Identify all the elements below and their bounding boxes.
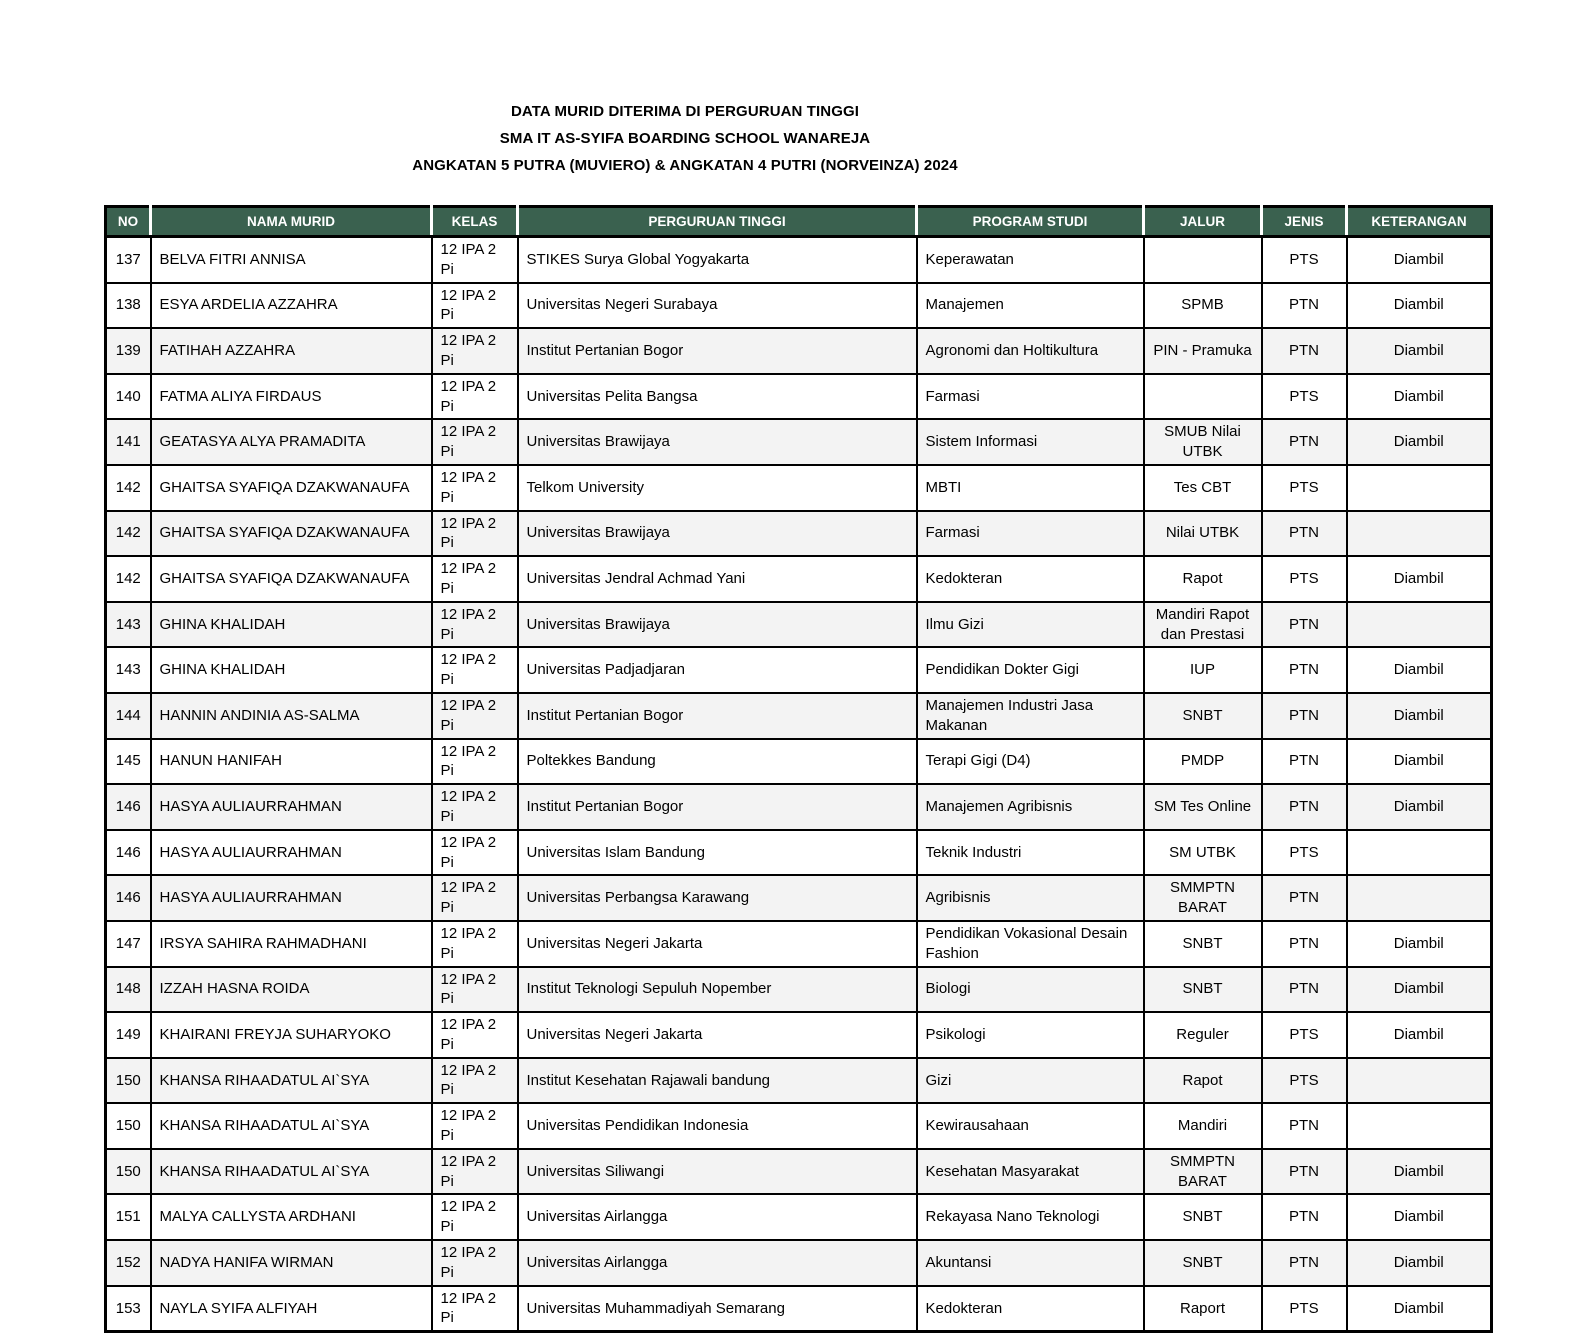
column-header-nama_murid: NAMA MURID: [151, 207, 432, 237]
table-row: [106, 647, 1492, 693]
cell-keterangan: Diambil: [1347, 1240, 1492, 1286]
cell-jenis: PTN: [1262, 328, 1347, 374]
table-row: [106, 465, 1492, 511]
cell-perguruan_tinggi: Universitas Brawijaya: [518, 511, 917, 557]
cell-keterangan: Diambil: [1347, 1012, 1492, 1058]
cell-nama_murid: HANNIN ANDINIA AS-SALMA: [151, 693, 432, 739]
table-row: [106, 830, 1492, 876]
cell-jalur: Raport: [1144, 1286, 1262, 1332]
cell-kelas: 12 IPA 2 Pi: [432, 784, 518, 830]
cell-jalur: Rapot: [1144, 556, 1262, 602]
column-header-keterangan: KETERANGAN: [1347, 207, 1492, 237]
cell-keterangan: Diambil: [1347, 784, 1492, 830]
table-row: [106, 739, 1492, 785]
cell-jenis: PTS: [1262, 556, 1347, 602]
cell-kelas: 12 IPA 2 Pi: [432, 556, 518, 602]
column-header-no: NO: [106, 207, 151, 237]
cell-perguruan_tinggi: STIKES Surya Global Yogyakarta: [518, 237, 917, 283]
cell-kelas: 12 IPA 2 Pi: [432, 647, 518, 693]
cell-program_studi: Manajemen Industri Jasa Makanan: [917, 693, 1144, 739]
cell-nama_murid: GHINA KHALIDAH: [151, 602, 432, 648]
cell-no: 149: [106, 1012, 151, 1058]
document-title-line-1: DATA MURID DITERIMA DI PERGURUAN TINGGI: [510, 103, 860, 120]
table-row: [106, 419, 1492, 465]
cell-nama_murid: KHANSA RIHAADATUL AI`SYA: [151, 1149, 432, 1195]
cell-jalur: IUP: [1144, 647, 1262, 693]
cell-perguruan_tinggi: Universitas Negeri Jakarta: [518, 921, 917, 967]
table-header-row: [106, 207, 1492, 237]
cell-program_studi: Biologi: [917, 967, 1144, 1013]
document-title-line-2: SMA IT AS-SYIFA BOARDING SCHOOL WANAREJA: [499, 130, 871, 147]
cell-program_studi: Gizi: [917, 1058, 1144, 1104]
cell-no: 151: [106, 1194, 151, 1240]
cell-program_studi: Akuntansi: [917, 1240, 1144, 1286]
cell-kelas: 12 IPA 2 Pi: [432, 739, 518, 785]
cell-jalur: Rapot: [1144, 1058, 1262, 1104]
cell-jalur: PMDP: [1144, 739, 1262, 785]
cell-perguruan_tinggi: Institut Pertanian Bogor: [518, 328, 917, 374]
cell-kelas: 12 IPA 2 Pi: [432, 419, 518, 465]
cell-nama_murid: BELVA FITRI ANNISA: [151, 237, 432, 283]
admissions-table-container: [104, 205, 1490, 1333]
cell-nama_murid: GHINA KHALIDAH: [151, 647, 432, 693]
cell-jenis: PTN: [1262, 602, 1347, 648]
cell-kelas: 12 IPA 2 Pi: [432, 328, 518, 374]
cell-jenis: PTS: [1262, 830, 1347, 876]
cell-perguruan_tinggi: Universitas Perbangsa Karawang: [518, 875, 917, 921]
column-header-jalur: JALUR: [1144, 207, 1262, 237]
cell-perguruan_tinggi: Universitas Pendidikan Indonesia: [518, 1103, 917, 1149]
cell-nama_murid: NAYLA SYIFA ALFIYAH: [151, 1286, 432, 1332]
cell-jenis: PTN: [1262, 647, 1347, 693]
table-row: [106, 784, 1492, 830]
document-title-block: [0, 104, 1370, 185]
cell-jenis: PTN: [1262, 1149, 1347, 1195]
table-row: [106, 511, 1492, 557]
cell-keterangan: Diambil: [1347, 1149, 1492, 1195]
cell-kelas: 12 IPA 2 Pi: [432, 967, 518, 1013]
cell-jalur: SMMPTN BARAT: [1144, 875, 1262, 921]
cell-keterangan: [1347, 511, 1492, 557]
table-body: [106, 237, 1492, 1332]
cell-jenis: PTN: [1262, 419, 1347, 465]
cell-program_studi: MBTI: [917, 465, 1144, 511]
cell-perguruan_tinggi: Institut Pertanian Bogor: [518, 784, 917, 830]
cell-no: 148: [106, 967, 151, 1013]
cell-perguruan_tinggi: Institut Kesehatan Rajawali bandung: [518, 1058, 917, 1104]
cell-keterangan: Diambil: [1347, 283, 1492, 329]
table-row: [106, 693, 1492, 739]
cell-no: 146: [106, 830, 151, 876]
cell-jenis: PTN: [1262, 967, 1347, 1013]
cell-program_studi: Manajemen Agribisnis: [917, 784, 1144, 830]
cell-program_studi: Kewirausahaan: [917, 1103, 1144, 1149]
cell-jalur: SNBT: [1144, 693, 1262, 739]
cell-no: 143: [106, 602, 151, 648]
cell-keterangan: Diambil: [1347, 556, 1492, 602]
cell-no: 150: [106, 1149, 151, 1195]
cell-keterangan: Diambil: [1347, 1286, 1492, 1332]
cell-nama_murid: HASYA AULIAURRAHMAN: [151, 830, 432, 876]
cell-jalur: Mandiri: [1144, 1103, 1262, 1149]
cell-keterangan: [1347, 465, 1492, 511]
cell-no: 147: [106, 921, 151, 967]
cell-jenis: PTN: [1262, 1103, 1347, 1149]
cell-nama_murid: HASYA AULIAURRAHMAN: [151, 784, 432, 830]
cell-no: 153: [106, 1286, 151, 1332]
cell-jalur: Nilai UTBK: [1144, 511, 1262, 557]
cell-kelas: 12 IPA 2 Pi: [432, 693, 518, 739]
cell-keterangan: Diambil: [1347, 921, 1492, 967]
table-row: [106, 1103, 1492, 1149]
cell-program_studi: Teknik Industri: [917, 830, 1144, 876]
table-header: [106, 207, 1492, 237]
cell-perguruan_tinggi: Universitas Padjadjaran: [518, 647, 917, 693]
cell-jenis: PTN: [1262, 739, 1347, 785]
cell-jalur: SM UTBK: [1144, 830, 1262, 876]
cell-keterangan: Diambil: [1347, 739, 1492, 785]
cell-perguruan_tinggi: Universitas Jendral Achmad Yani: [518, 556, 917, 602]
cell-program_studi: Kedokteran: [917, 556, 1144, 602]
cell-kelas: 12 IPA 2 Pi: [432, 1149, 518, 1195]
cell-jenis: PTN: [1262, 1194, 1347, 1240]
table-row: [106, 1194, 1492, 1240]
cell-keterangan: Diambil: [1347, 374, 1492, 420]
cell-jalur: [1144, 374, 1262, 420]
cell-perguruan_tinggi: Universitas Islam Bandung: [518, 830, 917, 876]
table-row: [106, 602, 1492, 648]
cell-keterangan: [1347, 1103, 1492, 1149]
cell-no: 142: [106, 465, 151, 511]
cell-nama_murid: KHANSA RIHAADATUL AI`SYA: [151, 1103, 432, 1149]
cell-nama_murid: ESYA ARDELIA AZZAHRA: [151, 283, 432, 329]
cell-keterangan: [1347, 1058, 1492, 1104]
cell-jenis: PTS: [1262, 1058, 1347, 1104]
cell-no: 142: [106, 556, 151, 602]
cell-jenis: PTS: [1262, 237, 1347, 283]
cell-no: 137: [106, 237, 151, 283]
column-header-program_studi: PROGRAM STUDI: [917, 207, 1144, 237]
cell-keterangan: Diambil: [1347, 328, 1492, 374]
cell-perguruan_tinggi: Telkom University: [518, 465, 917, 511]
cell-keterangan: Diambil: [1347, 419, 1492, 465]
cell-nama_murid: FATMA ALIYA FIRDAUS: [151, 374, 432, 420]
cell-perguruan_tinggi: Universitas Pelita Bangsa: [518, 374, 917, 420]
cell-program_studi: Farmasi: [917, 374, 1144, 420]
cell-kelas: 12 IPA 2 Pi: [432, 1194, 518, 1240]
cell-no: 150: [106, 1103, 151, 1149]
cell-no: 138: [106, 283, 151, 329]
cell-nama_murid: HASYA AULIAURRAHMAN: [151, 875, 432, 921]
admissions-table: [104, 205, 1493, 1333]
table-row: [106, 283, 1492, 329]
cell-program_studi: Farmasi: [917, 511, 1144, 557]
cell-perguruan_tinggi: Universitas Negeri Surabaya: [518, 283, 917, 329]
cell-keterangan: [1347, 875, 1492, 921]
table-row: [106, 1240, 1492, 1286]
cell-nama_murid: IZZAH HASNA ROIDA: [151, 967, 432, 1013]
cell-nama_murid: IRSYA SAHIRA RAHMADHANI: [151, 921, 432, 967]
cell-keterangan: Diambil: [1347, 647, 1492, 693]
cell-jalur: SMUB Nilai UTBK: [1144, 419, 1262, 465]
cell-kelas: 12 IPA 2 Pi: [432, 283, 518, 329]
cell-perguruan_tinggi: Poltekkes Bandung: [518, 739, 917, 785]
cell-jalur: SNBT: [1144, 967, 1262, 1013]
cell-nama_murid: GHAITSA SYAFIQA DZAKWANAUFA: [151, 511, 432, 557]
cell-no: 144: [106, 693, 151, 739]
cell-jalur: SNBT: [1144, 1240, 1262, 1286]
cell-program_studi: Keperawatan: [917, 237, 1144, 283]
table-row: [106, 875, 1492, 921]
cell-kelas: 12 IPA 2 Pi: [432, 830, 518, 876]
cell-no: 139: [106, 328, 151, 374]
cell-perguruan_tinggi: Universitas Airlangga: [518, 1194, 917, 1240]
table-row: [106, 556, 1492, 602]
cell-jenis: PTS: [1262, 465, 1347, 511]
cell-jenis: PTS: [1262, 374, 1347, 420]
cell-jalur: SNBT: [1144, 921, 1262, 967]
cell-no: 146: [106, 875, 151, 921]
cell-no: 150: [106, 1058, 151, 1104]
cell-kelas: 12 IPA 2 Pi: [432, 1240, 518, 1286]
cell-kelas: 12 IPA 2 Pi: [432, 875, 518, 921]
cell-jenis: PTN: [1262, 1240, 1347, 1286]
cell-kelas: 12 IPA 2 Pi: [432, 1286, 518, 1332]
cell-program_studi: Kedokteran: [917, 1286, 1144, 1332]
cell-nama_murid: FATIHAH AZZAHRA: [151, 328, 432, 374]
cell-no: 140: [106, 374, 151, 420]
table-row: [106, 1012, 1492, 1058]
cell-kelas: 12 IPA 2 Pi: [432, 1012, 518, 1058]
cell-perguruan_tinggi: Universitas Airlangga: [518, 1240, 917, 1286]
cell-jenis: PTN: [1262, 511, 1347, 557]
cell-jalur: Reguler: [1144, 1012, 1262, 1058]
cell-jenis: PTN: [1262, 921, 1347, 967]
table-row: [106, 921, 1492, 967]
cell-keterangan: Diambil: [1347, 967, 1492, 1013]
cell-keterangan: [1347, 830, 1492, 876]
cell-nama_murid: NADYA HANIFA WIRMAN: [151, 1240, 432, 1286]
cell-program_studi: Ilmu Gizi: [917, 602, 1144, 648]
cell-program_studi: Agribisnis: [917, 875, 1144, 921]
cell-perguruan_tinggi: Universitas Muhammadiyah Semarang: [518, 1286, 917, 1332]
table-row: [106, 967, 1492, 1013]
cell-no: 141: [106, 419, 151, 465]
cell-jalur: [1144, 237, 1262, 283]
cell-no: 146: [106, 784, 151, 830]
cell-kelas: 12 IPA 2 Pi: [432, 921, 518, 967]
cell-nama_murid: MALYA CALLYSTA ARDHANI: [151, 1194, 432, 1240]
cell-no: 145: [106, 739, 151, 785]
cell-program_studi: Pendidikan Dokter Gigi: [917, 647, 1144, 693]
cell-nama_murid: KHANSA RIHAADATUL AI`SYA: [151, 1058, 432, 1104]
cell-jenis: PTS: [1262, 1286, 1347, 1332]
cell-program_studi: Terapi Gigi (D4): [917, 739, 1144, 785]
cell-kelas: 12 IPA 2 Pi: [432, 1058, 518, 1104]
cell-nama_murid: HANUN HANIFAH: [151, 739, 432, 785]
table-row: [106, 1286, 1492, 1332]
cell-jenis: PTN: [1262, 283, 1347, 329]
cell-kelas: 12 IPA 2 Pi: [432, 511, 518, 557]
cell-jalur: PIN - Pramuka: [1144, 328, 1262, 374]
cell-perguruan_tinggi: Universitas Negeri Jakarta: [518, 1012, 917, 1058]
cell-nama_murid: KHAIRANI FREYJA SUHARYOKO: [151, 1012, 432, 1058]
cell-jalur: SPMB: [1144, 283, 1262, 329]
cell-nama_murid: GHAITSA SYAFIQA DZAKWANAUFA: [151, 465, 432, 511]
cell-kelas: 12 IPA 2 Pi: [432, 237, 518, 283]
cell-keterangan: Diambil: [1347, 237, 1492, 283]
cell-kelas: 12 IPA 2 Pi: [432, 1103, 518, 1149]
cell-jenis: PTN: [1262, 875, 1347, 921]
cell-kelas: 12 IPA 2 Pi: [432, 465, 518, 511]
column-header-perguruan_tinggi: PERGURUAN TINGGI: [518, 207, 917, 237]
cell-keterangan: Diambil: [1347, 1194, 1492, 1240]
cell-jenis: PTN: [1262, 693, 1347, 739]
cell-program_studi: Manajemen: [917, 283, 1144, 329]
cell-kelas: 12 IPA 2 Pi: [432, 374, 518, 420]
cell-keterangan: Diambil: [1347, 693, 1492, 739]
cell-nama_murid: GEATASYA ALYA PRAMADITA: [151, 419, 432, 465]
cell-no: 143: [106, 647, 151, 693]
cell-keterangan: [1347, 602, 1492, 648]
table-row: [106, 374, 1492, 420]
cell-program_studi: Sistem Informasi: [917, 419, 1144, 465]
cell-jenis: PTS: [1262, 1012, 1347, 1058]
table-row: [106, 328, 1492, 374]
cell-jalur: SM Tes Online: [1144, 784, 1262, 830]
cell-perguruan_tinggi: Universitas Brawijaya: [518, 419, 917, 465]
table-row: [106, 1058, 1492, 1104]
column-header-kelas: KELAS: [432, 207, 518, 237]
cell-perguruan_tinggi: Universitas Siliwangi: [518, 1149, 917, 1195]
cell-program_studi: Psikologi: [917, 1012, 1144, 1058]
cell-perguruan_tinggi: Institut Teknologi Sepuluh Nopember: [518, 967, 917, 1013]
cell-no: 142: [106, 511, 151, 557]
cell-jalur: Tes CBT: [1144, 465, 1262, 511]
cell-kelas: 12 IPA 2 Pi: [432, 602, 518, 648]
cell-jalur: SNBT: [1144, 1194, 1262, 1240]
cell-perguruan_tinggi: Institut Pertanian Bogor: [518, 693, 917, 739]
cell-program_studi: Agronomi dan Holtikultura: [917, 328, 1144, 374]
cell-jalur: Mandiri Rapot dan Prestasi: [1144, 602, 1262, 648]
cell-program_studi: Pendidikan Vokasional Desain Fashion: [917, 921, 1144, 967]
cell-program_studi: Rekayasa Nano Teknologi: [917, 1194, 1144, 1240]
cell-nama_murid: GHAITSA SYAFIQA DZAKWANAUFA: [151, 556, 432, 602]
document-title-line-3: ANGKATAN 5 PUTRA (MUVIERO) & ANGKATAN 4 PUTRI (NORVEINZA) 2024: [412, 157, 958, 174]
table-row: [106, 1149, 1492, 1195]
cell-perguruan_tinggi: Universitas Brawijaya: [518, 602, 917, 648]
cell-no: 152: [106, 1240, 151, 1286]
cell-jenis: PTN: [1262, 784, 1347, 830]
cell-program_studi: Kesehatan Masyarakat: [917, 1149, 1144, 1195]
column-header-jenis: JENIS: [1262, 207, 1347, 237]
table-row: [106, 237, 1492, 283]
cell-jalur: SMMPTN BARAT: [1144, 1149, 1262, 1195]
